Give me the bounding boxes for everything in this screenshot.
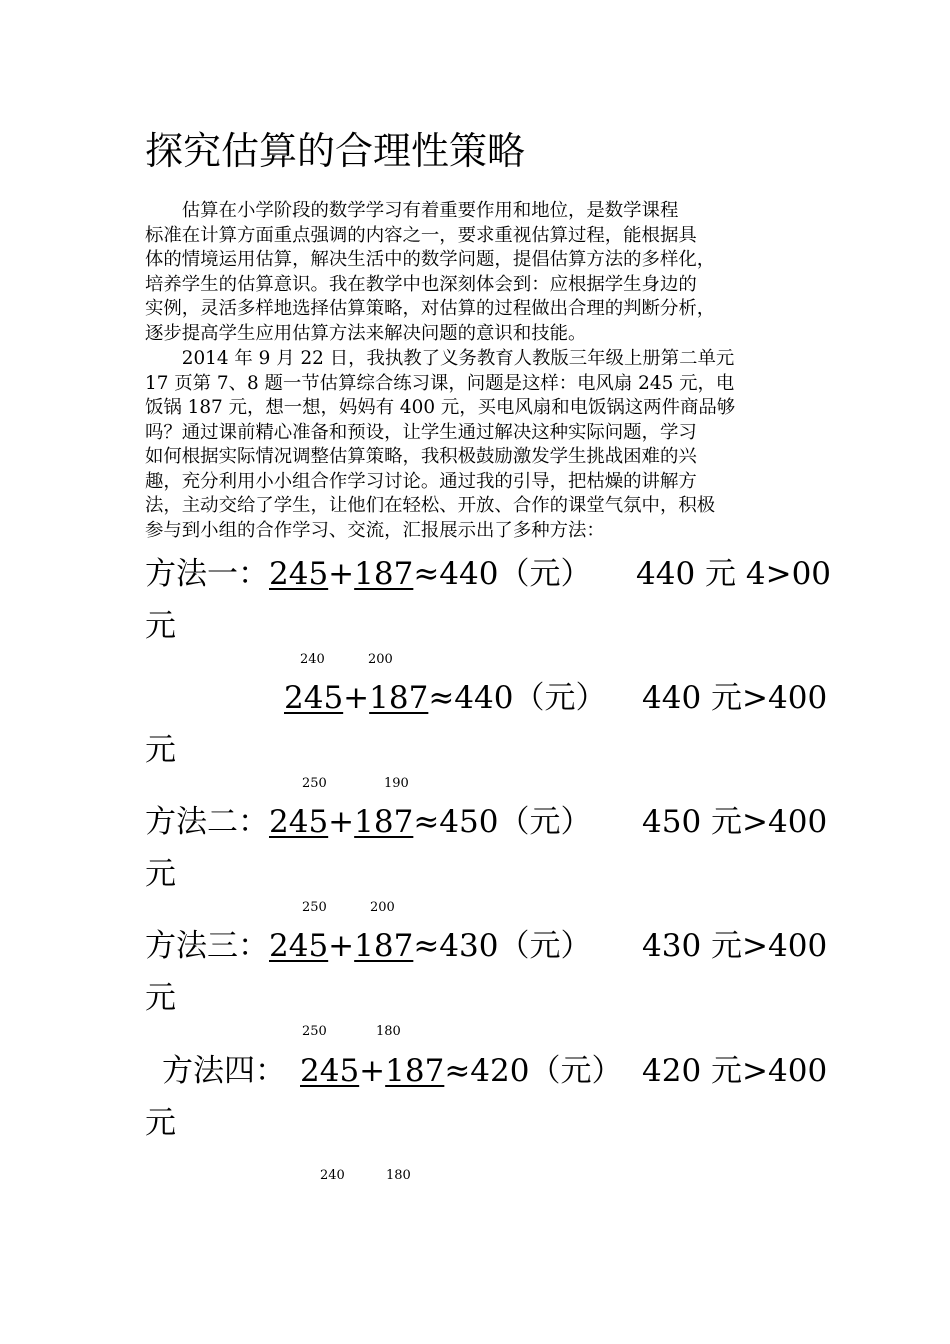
estimate-result: ≈440（元） xyxy=(428,680,607,716)
method-1-unit: 元 xyxy=(145,608,176,644)
plus-sign: + xyxy=(328,804,355,840)
plus-sign: + xyxy=(359,1053,386,1089)
method-3-equation xyxy=(145,924,591,968)
method-label: 方法一： xyxy=(145,556,269,592)
paragraph-line: 吗？通过课前精心准备和预设，让学生通过解决这种实际问题，学习 xyxy=(145,421,697,443)
method-1b-comparison: 440 元>400 xyxy=(642,680,828,716)
paragraph-line: 如何根据实际情况调整估算策略，我积极鼓励激发学生挑战困难的兴 xyxy=(145,446,697,467)
method-2-equation xyxy=(145,800,591,844)
method-1b-equation xyxy=(284,676,606,720)
lesson-paragraph xyxy=(145,347,815,543)
estimate-result: ≈440（元） xyxy=(413,556,592,592)
addend-a: 245 xyxy=(300,1053,360,1089)
plus-sign: + xyxy=(328,928,355,964)
method-label: 方法三： xyxy=(145,928,269,964)
method-4-unit: 元 xyxy=(145,1105,176,1141)
method-3-unit: 元 xyxy=(145,980,176,1016)
method-3-estimate-b: 180 xyxy=(376,1024,401,1039)
intro-paragraph xyxy=(145,199,815,346)
addend-a: 245 xyxy=(284,680,344,716)
addend-b: 187 xyxy=(354,804,414,840)
method-label: 方法二： xyxy=(145,804,269,840)
paragraph-line: 饭锅 187 元，想一想，妈妈有 400 元，买电风扇和电饭锅这两件商品够 xyxy=(145,397,736,418)
paragraph-line: 参与到小组的合作学习、交流，汇报展示出了多种方法： xyxy=(145,519,605,541)
paragraph-line: 实例，灵活多样地选择估算策略，对估算的过程做出合理的判断分析， xyxy=(145,298,716,319)
method-2-estimate-b: 200 xyxy=(370,900,395,915)
method-4-comparison: 420 元>400 xyxy=(642,1053,828,1089)
addend-b: 187 xyxy=(369,680,429,716)
method-3-comparison: 430 元>400 xyxy=(642,928,828,964)
estimate-result: ≈430（元） xyxy=(413,928,592,964)
estimate-result: ≈420（元） xyxy=(444,1053,623,1089)
method-2-estimate-a: 250 xyxy=(302,900,327,915)
method-1b-estimate-b: 190 xyxy=(384,776,409,791)
plus-sign: + xyxy=(328,556,355,592)
method-1-estimate-a: 240 xyxy=(300,652,325,667)
method-1b-estimate-a: 250 xyxy=(302,776,327,791)
addend-b: 187 xyxy=(354,928,414,964)
paragraph-line: 2014 年 9 月 22 日，我执教了义务教育人教版三年级上册第二单元 xyxy=(145,348,735,369)
paragraph-line: 趣，充分利用小小组合作学习讨论。通过我的引导，把枯燥的讲解方 xyxy=(145,470,697,492)
method-3-estimate-a: 250 xyxy=(302,1024,327,1039)
method-1-equation xyxy=(145,552,591,596)
plus-sign: + xyxy=(343,680,370,716)
addend-a: 245 xyxy=(269,556,329,592)
method-4-equation xyxy=(162,1049,622,1093)
method-2-comparison: 450 元>400 xyxy=(642,804,828,840)
paragraph-line: 培养学生的估算意识。我在教学中也深刻体会到：应根据学生身边的 xyxy=(145,273,697,295)
paragraph-line: 标准在计算方面重点强调的内容之一，要求重视估算过程，能根据具 xyxy=(145,224,697,246)
method-1-estimate-b: 200 xyxy=(368,652,393,667)
paragraph-line: 逐步提高学生应用估算方法来解决问题的意识和技能。 xyxy=(145,322,587,344)
method-4-estimate-a: 240 xyxy=(320,1168,345,1183)
method-2-unit: 元 xyxy=(145,856,176,892)
addend-b: 187 xyxy=(354,556,414,592)
method-1b-unit: 元 xyxy=(145,732,176,768)
paragraph-line: 17 页第 7、8 题一节估算综合练习课，问题是这样：电风扇 245 元，电 xyxy=(145,372,735,394)
method-1-comparison: 440 元 4>00 xyxy=(636,556,832,592)
addend-a: 245 xyxy=(269,804,329,840)
paragraph-line: 法，主动交给了学生，让他们在轻松、开放、合作的课堂气氛中，积极 xyxy=(145,495,716,516)
addend-a: 245 xyxy=(269,928,329,964)
estimate-result: ≈450（元） xyxy=(413,804,592,840)
method-4-estimate-b: 180 xyxy=(386,1168,411,1183)
addend-b: 187 xyxy=(385,1053,445,1089)
paragraph-line: 估算在小学阶段的数学学习有着重要作用和地位，是数学课程 xyxy=(145,200,679,221)
paragraph-line: 体的情境运用估算，解决生活中的数学问题，提倡估算方法的多样化， xyxy=(145,249,716,270)
method-label: 方法四： xyxy=(162,1053,286,1089)
document-title: 探究估算的合理性策略 xyxy=(145,129,526,173)
